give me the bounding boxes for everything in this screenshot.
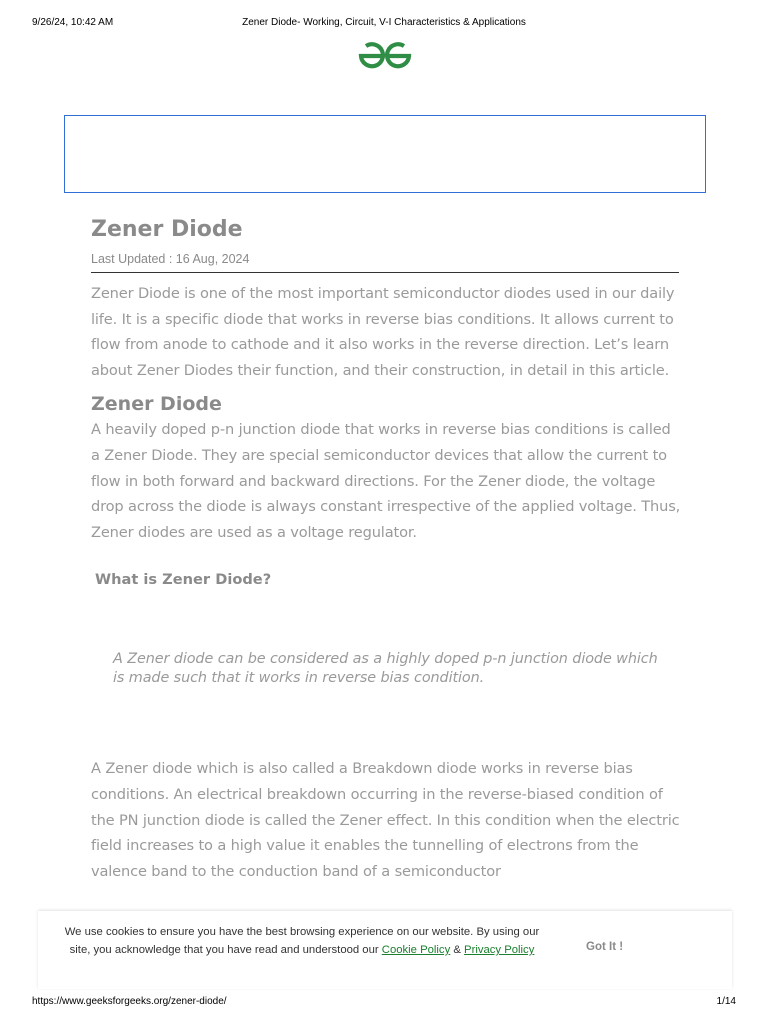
section-heading: Zener Diode <box>91 393 222 416</box>
cookie-message: We use cookies to ensure you have the best browsing experience on our website. By using our site, you acknowledge that you have read and understood our <box>64 926 540 956</box>
intro-paragraph: Zener Diode is one of the most important semiconductor diodes used in our daily life. It is a specific diode that works in reverse bias conditions. It allows current to flow from anode to cathode and it also works in the reverse direction. Let’s learn about Zener Diodes their function, and their construction, in detail in this article. <box>91 285 675 379</box>
privacy-policy-link[interactable]: Privacy Policy <box>464 944 535 956</box>
article <box>91 214 681 884</box>
print-url: https://www.geeksforgeeks.org/zener-diode/ <box>32 996 227 1007</box>
definition-quote: A Zener diode can be considered as a highly doped p-n junction diode which is made such that it works in reverse bias condition. <box>113 651 658 687</box>
body-paragraph: A Zener diode which is also called a Breakdown diode works in reverse bias conditions. An electrical breakdown occurring in the reverse-biased condition of the PN junction diode is called the Zener effect. In this condition when the electric field increases to a high value it enables the tunnelling of electrons from the valence band to the conduction band of a semiconductor <box>91 760 680 880</box>
section-paragraph: A heavily doped p-n junction diode that works in reverse bias conditions is called a Zener Diode. They are special semiconductor devices that allow the current to flow in both forward and backward directions. For the Zener diode, the voltage drop across the diode is always constant irrespective of the applied voltage. Thus, Zener diodes are used as a voltage regulator. <box>91 421 681 541</box>
print-header <box>0 17 768 31</box>
cookie-text <box>62 923 542 959</box>
article-title: Zener Diode <box>91 217 243 242</box>
geeksforgeeks-logo-icon[interactable] <box>357 41 413 71</box>
got-it-button[interactable]: Got It ! <box>586 941 624 953</box>
cookie-ampersand: & <box>450 944 465 956</box>
print-page-title: Zener Diode- Working, Circuit, V-I Characteristics & Applications <box>242 17 526 28</box>
cookie-policy-link[interactable]: Cookie Policy <box>381 944 451 956</box>
last-updated: Last Updated : 16 Aug, 2024 <box>91 252 679 273</box>
print-datetime: 9/26/24, 10:42 AM <box>32 17 114 28</box>
subheading: What is Zener Diode? <box>95 571 272 589</box>
page-number: 1/14 <box>716 996 736 1007</box>
print-footer <box>0 996 768 1010</box>
ad-placeholder <box>64 115 706 193</box>
cookie-banner <box>38 911 732 989</box>
